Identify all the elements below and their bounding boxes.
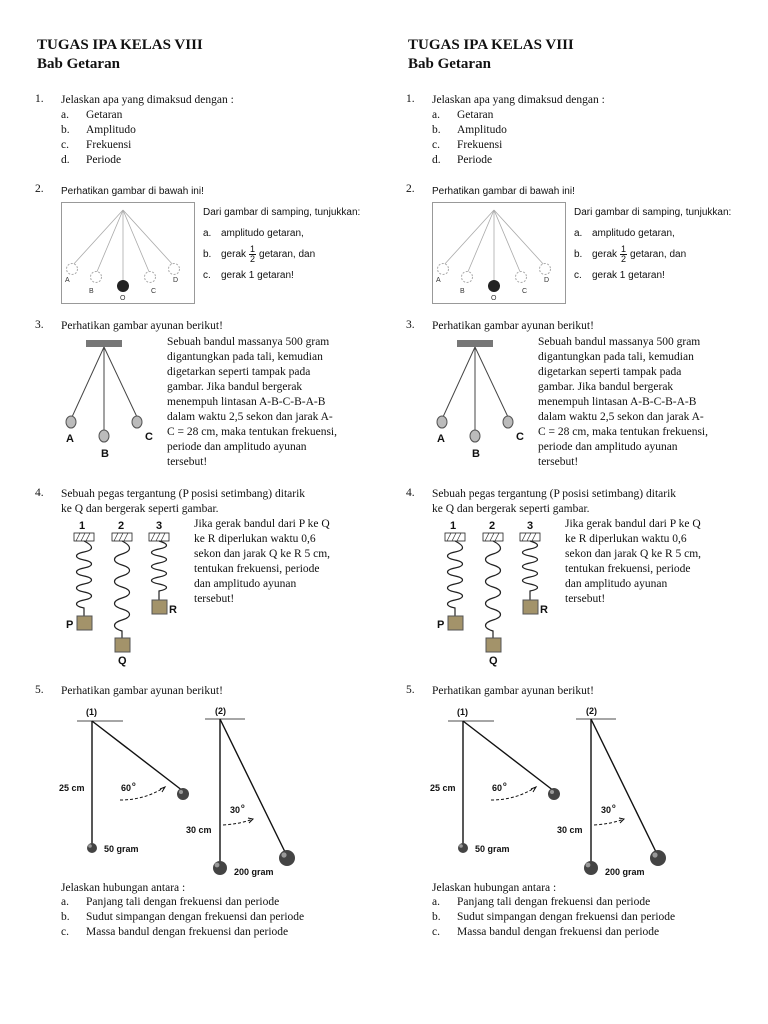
q2-label-a: A [436, 277, 441, 284]
q4-number: 4. [35, 487, 44, 499]
spring-label-1: 1 [79, 520, 86, 532]
q3-text: Perhatikan gambar ayunan berikut! [432, 320, 594, 332]
svg-text:o: o [132, 782, 136, 788]
q4-spring-figure [60, 516, 190, 666]
fig2-length: 30 cm [186, 825, 212, 835]
spring-label-3: 3 [527, 520, 534, 532]
q2-label-c: C [151, 288, 157, 295]
q2-label-c: C [522, 288, 528, 295]
mass-label-r: R [169, 604, 177, 616]
fig1-label: (1) [457, 707, 468, 717]
q3-label-a: A [66, 433, 74, 445]
q4-paragraph: Jika gerak bandul dari P ke Q ke R diperlukan waktu 0,6 sekon dan jarak Q ke R 5 cm, tentukan frekuensi, periode dan amplitudo ayunan tersebut! [565, 518, 702, 605]
q5-option: a. Panjang tali dengan frekuensi dan periode [61, 896, 280, 908]
q1-option: a. Getaran [432, 109, 494, 121]
q2-option: a. amplitudo getaran, [574, 228, 675, 239]
fig2-label: (2) [215, 706, 226, 716]
q3-label-b: B [472, 448, 480, 460]
q2-instruction: Dari gambar di samping, tunjukkan: [574, 207, 732, 218]
q3-label-b: B [101, 448, 109, 460]
q1-options [432, 108, 507, 168]
q2-option: c. gerak 1 getaran! [203, 270, 294, 281]
q1-text: Jelaskan apa yang dimaksud dengan : [432, 94, 605, 106]
worksheet-title [37, 36, 203, 74]
q3-label-c: C [145, 431, 153, 443]
mass-label-p: P [66, 619, 74, 631]
title-line2: Bab Getaran [37, 56, 120, 72]
fig1-length: 25 cm [59, 783, 85, 793]
q4-spring-figure [431, 516, 561, 666]
fig1-length: 25 cm [430, 783, 456, 793]
q4-text: Sebuah pegas tergantung (P posisi setimbang) ditarik ke Q dan bergerak seperti gambar. [432, 488, 677, 515]
q2-question-list [203, 202, 360, 286]
q2-question-list [574, 202, 731, 286]
mass-label-r: R [540, 604, 548, 616]
worksheet-right [371, 0, 751, 1024]
title-line1: TUGAS IPA KELAS VIII [37, 37, 203, 53]
title-line1: TUGAS IPA KELAS VIII [408, 37, 574, 53]
q5-option: c. Massa bandul dengan frekuensi dan periode [61, 926, 289, 938]
spring-label-3: 3 [156, 520, 163, 532]
q5-question: Jelaskan hubungan antara : [61, 882, 186, 894]
q2-option: b. gerak $\frac{1}{2}$ getaran, dan [203, 244, 316, 264]
fig2-angle: 30 [601, 805, 612, 815]
q3-label-c: C [516, 431, 524, 443]
q2-label-a: A [65, 277, 70, 284]
q5-option: b. Sudut simpangan dengan frekuensi dan periode [61, 911, 305, 923]
fig2-mass: 200 gram [605, 867, 645, 877]
q1-options [61, 108, 136, 168]
svg-text:o: o [241, 804, 245, 810]
q2-option: c. gerak 1 getaran! [574, 270, 665, 281]
q2-instruction: Dari gambar di samping, tunjukkan: [203, 207, 361, 218]
fig2-mass: 200 gram [234, 867, 274, 877]
spring-label-2: 2 [118, 520, 125, 532]
q1-number: 1. [406, 93, 415, 105]
q4-number: 4. [406, 487, 415, 499]
fig1-angle: 60 [492, 783, 503, 793]
svg-text:o: o [503, 782, 507, 788]
worksheet-title [408, 36, 574, 74]
fig2-label: (2) [586, 706, 597, 716]
q1-option: d. Periode [61, 154, 122, 166]
q5-number: 5. [406, 684, 415, 696]
q4-text: Sebuah pegas tergantung (P posisi setimbang) ditarik ke Q dan bergerak seperti gambar. [61, 488, 306, 515]
q1-text: Jelaskan apa yang dimaksud dengan : [61, 94, 234, 106]
q2-label-b: B [89, 288, 94, 295]
q1-option: a. Getaran [61, 109, 123, 121]
fig1-mass: 50 gram [104, 844, 139, 854]
fig1-mass: 50 gram [475, 844, 510, 854]
q5-text: Perhatikan gambar ayunan berikut! [61, 685, 223, 697]
q2-label-d: D [544, 277, 550, 284]
q5-number: 5. [35, 684, 44, 696]
q1-option: b. Amplitudo [61, 124, 136, 136]
q1-option: c. Frekuensi [61, 139, 132, 151]
q5-pendulum-figure [55, 702, 315, 880]
q3-text: Perhatikan gambar ayunan berikut! [61, 320, 223, 332]
title-line2: Bab Getaran [408, 56, 491, 72]
q5-options [432, 895, 675, 940]
q2-label-d: D [173, 277, 179, 284]
q3-pendulum-figure [60, 337, 160, 462]
q5-option: b. Sudut simpangan dengan frekuensi dan periode [432, 911, 676, 923]
q5-text: Perhatikan gambar ayunan berikut! [432, 685, 594, 697]
fig1-angle: 60 [121, 783, 132, 793]
q2-label-o: O [491, 295, 497, 302]
q2-label-o: O [120, 295, 126, 302]
q2-text: Perhatikan gambar di bawah ini! [61, 186, 204, 197]
mass-label-p: P [437, 619, 445, 631]
q1-number: 1. [35, 93, 44, 105]
spring-label-2: 2 [489, 520, 496, 532]
q3-number: 3. [35, 319, 44, 331]
fraction-half: $\frac{1}{2}$ [621, 244, 627, 264]
q2-pendulum-figure [61, 202, 195, 304]
fraction-half: $\frac{1}{2}$ [250, 244, 256, 264]
q1-option: b. Amplitudo [432, 124, 507, 136]
q3-paragraph: Sebuah bandul massanya 500 gram digantungkan pada tali, kemudian digetarkan seperti tampak pada gambar. Jika bandul bergerak menempuh lintasan A-B-C-B-A-B dalam waktu 2,5 sekon dan jarak A- C = 28 cm, maka tentukan frekuensi, periode dan amplitudo ayunan tersebut! [538, 336, 708, 468]
q1-option: c. Frekuensi [432, 139, 503, 151]
fig2-length: 30 cm [557, 825, 583, 835]
q2-text: Perhatikan gambar di bawah ini! [432, 186, 575, 197]
spring-label-1: 1 [450, 520, 457, 532]
q2-option: b. gerak $\frac{1}{2}$ getaran, dan [574, 244, 687, 264]
q2-number: 2. [406, 183, 415, 195]
mass-label-q: Q [489, 655, 498, 667]
q5-option: a. Panjang tali dengan frekuensi dan periode [432, 896, 651, 908]
fig2-angle: 30 [230, 805, 241, 815]
q2-label-b: B [460, 288, 465, 295]
q3-label-a: A [437, 433, 445, 445]
q5-question: Jelaskan hubungan antara : [432, 882, 557, 894]
q5-pendulum-figure [426, 702, 686, 880]
q2-number: 2. [35, 183, 44, 195]
q3-number: 3. [406, 319, 415, 331]
q2-pendulum-figure [432, 202, 566, 304]
q3-paragraph: Sebuah bandul massanya 500 gram digantungkan pada tali, kemudian digetarkan seperti tampak pada gambar. Jika bandul bergerak menempuh lintasan A-B-C-B-A-B dalam waktu 2,5 sekon dan jarak A- C = 28 cm, maka tentukan frekuensi, periode dan amplitudo ayunan tersebut! [167, 336, 337, 468]
q1-option: d. Periode [432, 154, 493, 166]
svg-text:o: o [612, 804, 616, 810]
q4-paragraph: Jika gerak bandul dari P ke Q ke R diperlukan waktu 0,6 sekon dan jarak Q ke R 5 cm, tentukan frekuensi, periode dan amplitudo ayunan tersebut! [194, 518, 331, 605]
worksheet-left [0, 0, 380, 1024]
fig1-label: (1) [86, 707, 97, 717]
q5-options [61, 895, 304, 940]
mass-label-q: Q [118, 655, 127, 667]
q2-option: a. amplitudo getaran, [203, 228, 304, 239]
q5-option: c. Massa bandul dengan frekuensi dan periode [432, 926, 660, 938]
q3-pendulum-figure [431, 337, 531, 462]
